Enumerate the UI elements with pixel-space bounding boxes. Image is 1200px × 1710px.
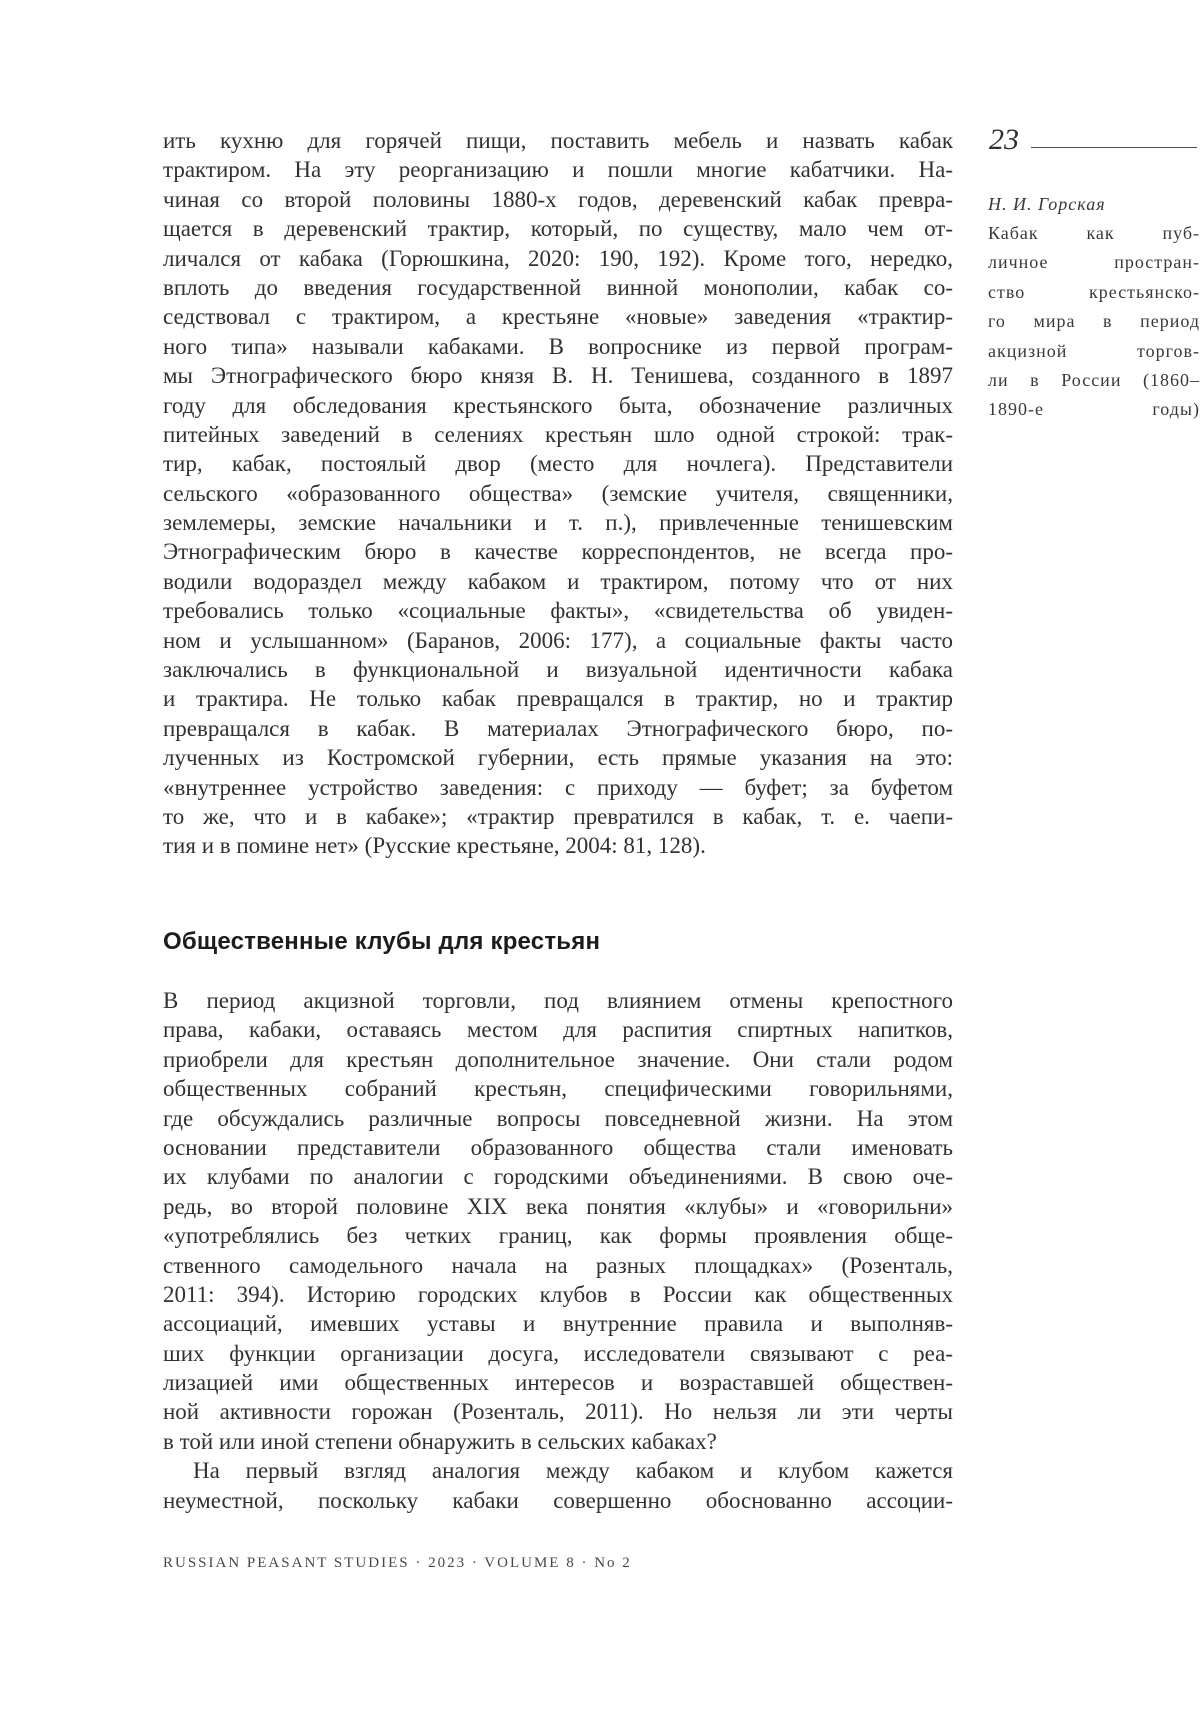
text-line: землемеры, земские начальники и т. п.), привлеченные тенишевским: [163, 510, 953, 536]
text-line: трактиром. На эту реорганизацию и пошли многие кабатчики. На-: [163, 157, 953, 183]
text-line: чиная со второй половины 1880-х годов, деревенский кабак превра-: [163, 186, 953, 212]
text-line: их клубами по аналогии с городскими объединениями. В свою оче-: [163, 1164, 953, 1190]
text-line: го мира в период: [988, 311, 1200, 332]
text-line: «употреблялись без четких границ, как формы проявления обще-: [163, 1223, 953, 1249]
section-heading: Общественные клубы для крестьян: [163, 928, 601, 955]
text-line: седствовал с трактиром, а крестьяне «новые» заведения «трактир-: [163, 304, 953, 330]
text-line: то же, что и в кабаке»; «трактир превратился в кабак, т. е. чаепи-: [163, 803, 953, 829]
text-line: превращался в кабак. В материалах Этнографического бюро, по-: [163, 715, 953, 741]
text-line: году для обследования крестьянского быта, обозначение различных: [163, 392, 953, 418]
text-line: общественных собраний крестьян, специфическими говорильнями,: [163, 1076, 953, 1102]
text-line: права, кабаки, оставаясь местом для распития спиртных напитков,: [163, 1017, 953, 1043]
text-line: ственного самодельного начала на разных площадках» (Розенталь,: [163, 1252, 953, 1278]
text-line: основании представители образованного общества стали именовать: [163, 1134, 953, 1160]
text-line: акцизной торгов-: [988, 340, 1200, 361]
text-line: в той или иной степени обнаружить в сельских кабаках?: [163, 1428, 717, 1454]
text-line: щается в деревенский трактир, который, по существу, мало чем от-: [163, 216, 953, 242]
text-line: ство крестьянско-: [988, 281, 1200, 302]
text-line: и трактира. Не только кабак превращался в трактир, но и трактир: [163, 686, 953, 712]
text-line: ной активности горожан (Розенталь, 2011). Но нельзя ли эти черты: [163, 1399, 953, 1425]
text-line: заключались в функциональной и визуальной идентичности кабака: [163, 657, 953, 683]
body-section-1: [163, 126, 953, 861]
text-line: приобрели для крестьян дополнительное значение. Они стали родом: [163, 1046, 953, 1072]
text-line: водили водораздел между кабаком и трактиром, потому что от них: [163, 568, 953, 594]
header-rule: [1031, 147, 1197, 148]
text-line: 1890-е годы): [988, 399, 1200, 420]
text-line: вплоть до введения государственной винной монополии, кабак со-: [163, 274, 953, 300]
text-line: На первый взгляд аналогия между кабаком и клубом кажется: [193, 1458, 953, 1484]
text-line: ли в России (1860–: [988, 369, 1200, 390]
text-line: 2011: 394). Историю городских клубов в России как общественных: [163, 1281, 953, 1307]
text-line: «внутреннее устройство заведения: с приходу — буфет; за буфетом: [163, 774, 953, 800]
text-line: ного типа» называли кабаками. В вопроснике из первой програм-: [163, 333, 953, 359]
text-line: ассоциаций, имевших уставы и внутренние правила и выполняв-: [163, 1311, 953, 1337]
text-line: личное простран-: [988, 252, 1200, 273]
text-line: Этнографическим бюро в качестве корреспондентов, не всегда про-: [163, 539, 953, 565]
text-line: ном и услышанном» (Баранов, 2006: 177), а социальные факты часто: [163, 627, 953, 653]
text-line: мы Этнографического бюро князя В. Н. Тенишева, созданного в 1897: [163, 363, 953, 389]
text-line: ших функции организации досуга, исследователи связывают с реа-: [163, 1340, 953, 1366]
text-line: редь, во второй половине XIX века понятия «клубы» и «говорильни»: [163, 1193, 953, 1219]
text-line: ить кухню для горячей пищи, поставить мебель и назвать кабак: [163, 128, 953, 153]
article-sidebar: [988, 190, 1200, 425]
text-line: В период акцизной торговли, под влиянием отмены крепостного: [163, 988, 953, 1013]
sidebar-article-title: [988, 219, 1200, 425]
text-line: сельского «образованного общества» (земские учителя, священники,: [163, 480, 953, 506]
text-line: питейных заведений в селениях крестьян шло одной строкой: трак-: [163, 421, 953, 447]
text-line: требовались только «социальные факты», «свидетельства об увиден-: [163, 598, 953, 624]
text-line: неуместной, поскольку кабаки совершенно обоснованно ассоции-: [163, 1487, 953, 1513]
journal-footer: RUSSIAN PEASANT STUDIES · 2023 · VOLUME 8 · No 2: [163, 1555, 632, 1571]
body-section-2: [163, 986, 953, 1515]
text-line: лизацией ими общественных интересов и возраставшей обществен-: [163, 1370, 953, 1396]
text-line: лученных из Костромской губернии, есть прямые указания на это:: [163, 745, 953, 771]
page-number: 23: [989, 123, 1019, 156]
text-line: личался от кабака (Горюшкина, 2020: 190, 192). Кроме того, нередко,: [163, 245, 953, 271]
text-line: тия и в помине нет» (Русские крестьяне, 2004: 81, 128).: [163, 833, 706, 859]
sidebar-author: Н. И. Горская: [988, 194, 1106, 214]
text-line: тир, кабак, постоялый двор (место для ночлега). Представители: [163, 451, 953, 477]
text-line: Кабак как пуб-: [988, 223, 1200, 243]
text-line: где обсуждались различные вопросы повседневной жизни. На этом: [163, 1105, 953, 1131]
